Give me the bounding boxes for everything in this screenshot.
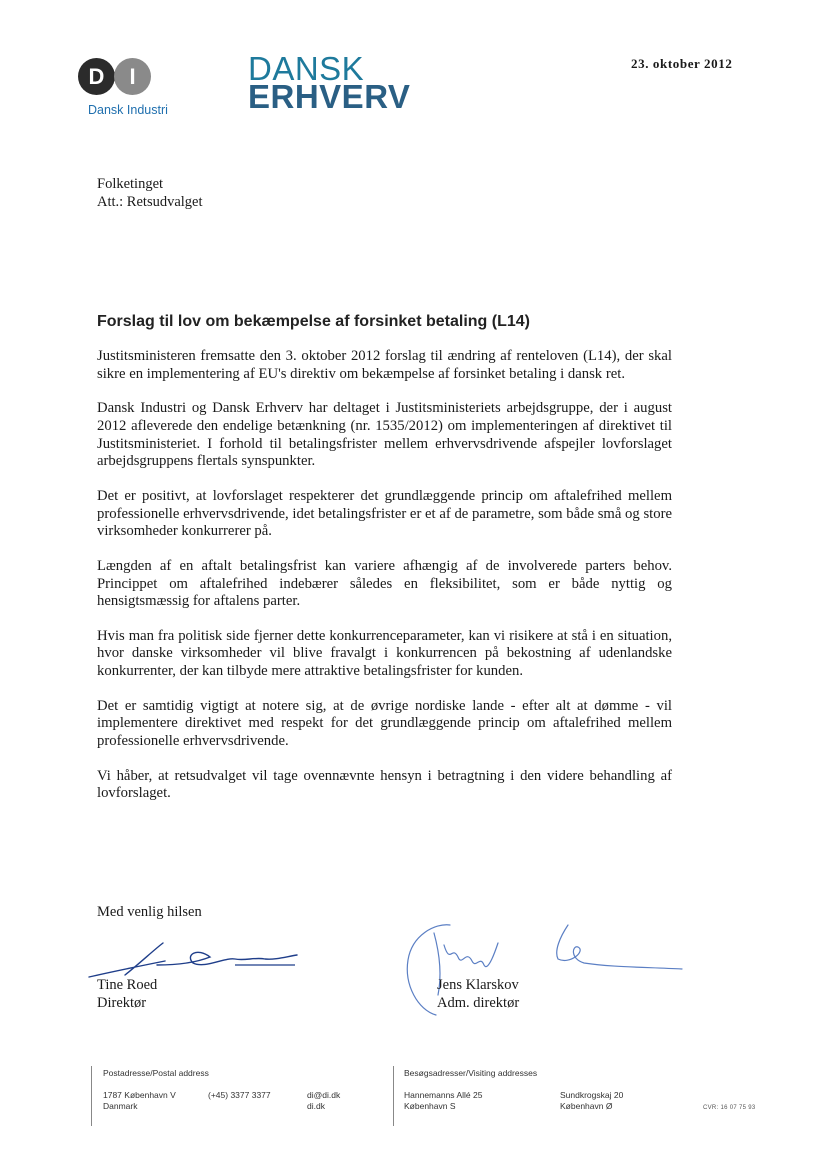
dansk-erhverv-logo-line1: DANSK bbox=[248, 50, 365, 87]
letter-date: 23. oktober 2012 bbox=[631, 56, 733, 71]
signatory-2-title: Adm. direktør bbox=[437, 995, 520, 1011]
signatory-2 bbox=[437, 976, 519, 1012]
footer-postal-line-1: 1787 København V bbox=[103, 1090, 176, 1100]
footer-email: di@di.dk bbox=[307, 1090, 341, 1100]
dansk-erhverv-logo-line2: ERHVERV bbox=[248, 78, 411, 115]
di-logo-name: Dansk Industri bbox=[88, 103, 168, 117]
footer-divider-left bbox=[91, 1066, 92, 1126]
body-paragraph: Dansk Industri og Dansk Erhverv har deltaget i Justitsministeriets arbejdsgruppe, der i august 2012 afleverede den endelige betænkning (nr. 1535/2012) om implementeringen af direktivet til Justitsministeriet. I forhold til betalingsfrister mellem erhvervsdrivende afspejler lovforslaget arbejdsgruppens flertals synspunkter. bbox=[97, 400, 672, 470]
signatory-1 bbox=[97, 976, 157, 1012]
footer-visit2-line-1: Sundkrogskaj 20 bbox=[560, 1090, 624, 1100]
letter-heading: Forslag til lov om bekæmpelse af forsinket betaling (L14) bbox=[97, 313, 530, 330]
dansk-erhverv-logo bbox=[248, 52, 438, 116]
recipient-line-1: Folketinget bbox=[97, 176, 164, 192]
body-paragraph: Hvis man fra politisk side fjerner dette konkurrenceparameter, kan vi risikere at stå i en situation, hvor danske virksomheder vil blive fravalgt i konkurrencen på bekostning af udenlandske konkurrenter, der kan tilbyde mere attraktive betalingsfrister for kunden. bbox=[97, 627, 672, 680]
footer-visit1-line-2: København S bbox=[404, 1101, 456, 1111]
footer-web: di.dk bbox=[307, 1101, 325, 1111]
footer-phone: (+45) 3377 3377 bbox=[208, 1090, 271, 1100]
letter-body bbox=[97, 348, 672, 820]
body-paragraph: Det er samtidig vigtigt at notere sig, at de øvrige nordiske lande - efter alt at dømme - vil implementere direktivet med respekt for det grundlæggende princip om aftalefrihed mellem professionelle erhvervsdrivende. bbox=[97, 697, 672, 750]
body-paragraph: Vi håber, at retsudvalget vil tage ovennævnte hensyn i betragtning i den videre behandling af lovforslaget. bbox=[97, 767, 672, 802]
recipient-block bbox=[97, 175, 203, 211]
body-paragraph: Længden af en aftalt betalingsfrist kan variere afhængig af de involverede parters behov. Princippet om aftalefrihed indebærer således en fleksibilitet, som er både nyttig og hensigtsmæssig for aftalens parter. bbox=[97, 557, 672, 610]
signatory-1-title: Direktør bbox=[97, 995, 147, 1011]
body-paragraph: Det er positivt, at lovforslaget respekterer det grundlæggende princip om aftalefrihed mellem professionelle erhvervsdrivende, idet betalingsfrister er et af de parametre, som både små og store virksomheder konkurrerer på. bbox=[97, 487, 672, 540]
di-logo bbox=[78, 58, 188, 122]
signatory-2-name: Jens Klarskov bbox=[437, 977, 519, 993]
footer-postal-label: Postadresse/Postal address bbox=[103, 1068, 209, 1078]
body-paragraph: Justitsministeren fremsatte den 3. oktober 2012 forslag til ændring af renteloven (L14), der skal sikre en implementering af EU's direktiv om bekæmpelse af forsinket betaling i dansk ret. bbox=[97, 348, 672, 382]
closing-phrase: Med venlig hilsen bbox=[97, 904, 202, 920]
footer-postal-line-2: Danmark bbox=[103, 1101, 138, 1111]
footer-visit-address-2 bbox=[560, 1090, 623, 1112]
footer-visiting-label: Besøgsadresser/Visiting addresses bbox=[404, 1068, 538, 1078]
recipient-line-2: Att.: Retsudvalget bbox=[97, 194, 203, 210]
footer-visit-address-1 bbox=[404, 1090, 482, 1112]
footer-visit2-line-2: København Ø bbox=[560, 1101, 613, 1111]
footer-postal-address bbox=[103, 1090, 176, 1112]
di-logo-letter-d: D bbox=[78, 58, 115, 95]
di-logo-letter-i: I bbox=[114, 58, 151, 95]
footer-cvr: CVR: 16 07 75 93 bbox=[703, 1105, 756, 1111]
signatory-1-name: Tine Roed bbox=[97, 977, 158, 993]
footer-divider-right bbox=[393, 1066, 394, 1126]
footer-contact bbox=[307, 1090, 340, 1112]
footer-visit1-line-1: Hannemanns Allé 25 bbox=[404, 1090, 483, 1100]
